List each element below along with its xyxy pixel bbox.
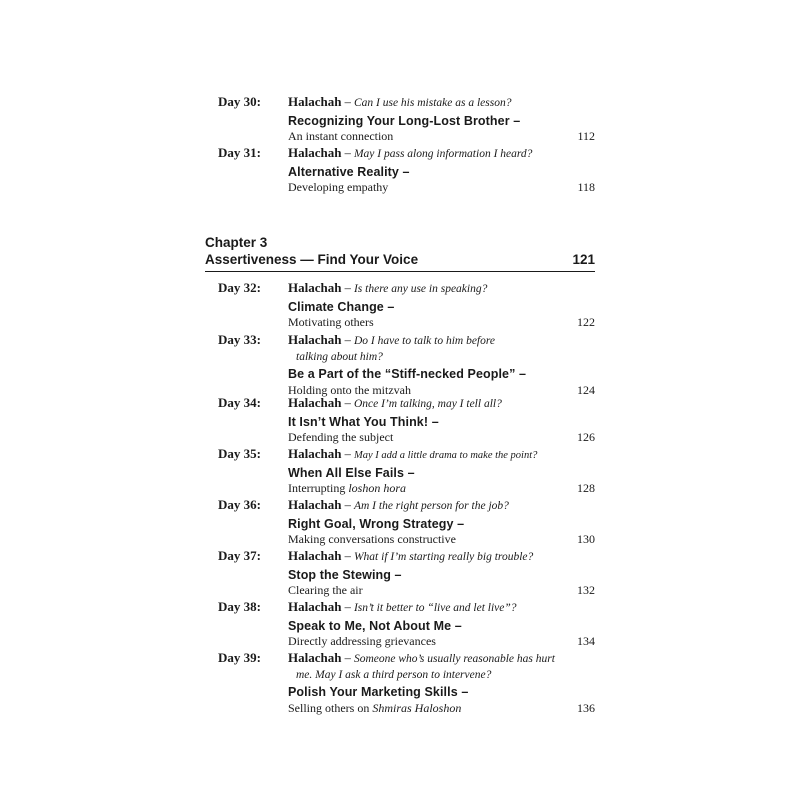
halachah-label: Halachah xyxy=(288,599,342,614)
halachah-line xyxy=(288,145,595,163)
halachah-question: Isn’t it better to “live and let live”? xyxy=(353,602,517,614)
day-label: Day 38: xyxy=(218,599,261,614)
halachah-dash: – xyxy=(341,396,354,410)
halachah-dash: – xyxy=(341,549,354,563)
page-number: 126 xyxy=(577,430,595,444)
entry-body xyxy=(288,145,595,196)
halachah-label: Halachah xyxy=(288,548,342,563)
page-number: 132 xyxy=(577,583,595,597)
halachah-question: Am I the right person for the job? xyxy=(353,500,509,512)
day-label: Day 33: xyxy=(218,332,261,347)
halachah-question: Is there any use in speaking? xyxy=(353,283,488,295)
entry-title: Right Goal, Wrong Strategy – xyxy=(288,516,465,531)
day-label: Day 36: xyxy=(218,497,261,512)
page-number: 130 xyxy=(577,532,595,546)
halachah-label: Halachah xyxy=(288,446,342,461)
entry-subtitle-row xyxy=(288,701,595,717)
entry-subtitle: An instant connection xyxy=(288,129,394,143)
entry-title: Be a Part of the “Stiff-necked People” – xyxy=(288,367,527,381)
entry-subtitle-row xyxy=(288,180,595,196)
halachah-label: Halachah xyxy=(288,332,342,347)
page-number: 112 xyxy=(577,129,595,143)
page-number: 136 xyxy=(577,700,595,715)
entry-title: Alternative Reality – xyxy=(288,164,410,179)
entry-subtitle: Selling others on xyxy=(288,700,373,715)
halachah-label: Halachah xyxy=(288,497,342,512)
entry-subtitle: Developing empathy xyxy=(288,180,389,194)
halachah-question: Do I have to talk to him before xyxy=(353,335,496,347)
halachah-label: Halachah xyxy=(288,94,342,109)
chapter-page-number: 121 xyxy=(572,252,595,267)
entry-subtitle-row xyxy=(288,583,595,599)
entry-body xyxy=(288,497,595,548)
entry-subtitle-row xyxy=(288,315,595,331)
entry-body xyxy=(288,395,595,446)
entry-subtitle: Making conversations constructive xyxy=(288,532,456,546)
chapter-title-row xyxy=(205,251,595,272)
halachah-label: Halachah xyxy=(288,395,342,410)
entry-body xyxy=(288,650,595,716)
halachah-dash: – xyxy=(341,651,354,665)
day-label: Day 34: xyxy=(218,395,261,410)
entry-subtitle: Directly addressing grievances xyxy=(288,634,436,648)
halachah-line xyxy=(288,446,595,464)
entry-body xyxy=(288,446,595,497)
entry-body xyxy=(288,332,595,398)
halachah-line xyxy=(288,395,595,413)
page-number: 122 xyxy=(577,315,595,329)
halachah-dash: – xyxy=(341,447,354,461)
entry-subtitle-row xyxy=(288,430,595,446)
entry-title: Stop the Stewing – xyxy=(288,567,402,582)
entry-subtitle-italic: loshon hora xyxy=(348,481,407,495)
halachah-question: Can I use his mistake as a lesson? xyxy=(353,97,512,109)
day-label: Day 39: xyxy=(218,650,261,665)
halachah-dash: – xyxy=(341,146,354,160)
halachah-question-continued: talking about him? xyxy=(296,350,383,363)
chapter-heading xyxy=(205,234,595,272)
entry-subtitle-italic: Shmiras Haloshon xyxy=(372,700,462,715)
halachah-label: Halachah xyxy=(288,145,342,160)
entry-title: Recognizing Your Long-Lost Brother – xyxy=(288,113,521,128)
halachah-dash: – xyxy=(341,281,354,295)
day-label: Day 37: xyxy=(218,548,261,563)
page-number: 128 xyxy=(577,481,595,495)
halachah-line xyxy=(288,332,595,350)
entry-body xyxy=(288,280,595,331)
entry-subtitle-row xyxy=(288,129,595,145)
day-label: Day 35: xyxy=(218,446,261,461)
entry-subtitle: Defending the subject xyxy=(288,430,394,444)
entry-subtitle: Motivating others xyxy=(288,315,374,329)
halachah-dash: – xyxy=(341,333,354,347)
halachah-line xyxy=(288,280,595,298)
halachah-line xyxy=(288,599,595,617)
halachah-question: May I pass along information I heard? xyxy=(353,148,533,160)
entry-subtitle-row xyxy=(288,481,595,497)
halachah-question: Someone who’s usually reasonable has hurt xyxy=(353,653,555,665)
entry-subtitle-row xyxy=(288,532,595,548)
halachah-line xyxy=(288,548,595,566)
halachah-question: Once I’m talking, may I tell all? xyxy=(353,398,502,410)
halachah-dash: – xyxy=(341,498,354,512)
chapter-title: Assertiveness — Find Your Voice xyxy=(205,252,419,267)
halachah-question-continued: me. May I ask a third person to intervene? xyxy=(296,668,492,681)
entry-body xyxy=(288,548,595,599)
entry-body xyxy=(288,94,595,145)
page-number: 124 xyxy=(577,382,595,397)
halachah-question: May I add a little drama to make the point? xyxy=(353,450,538,461)
entry-title: When All Else Fails – xyxy=(288,465,415,480)
entry-title: It Isn’t What You Think! – xyxy=(288,414,439,429)
entry-subtitle: Interrupting xyxy=(288,481,349,495)
halachah-dash: – xyxy=(341,600,354,614)
entry-subtitle: Holding onto the mitzvah xyxy=(288,382,411,397)
entry-subtitle: Clearing the air xyxy=(288,583,363,597)
day-label: Day 31: xyxy=(218,145,261,160)
entry-subtitle-row xyxy=(288,634,595,650)
halachah-label: Halachah xyxy=(288,280,342,295)
day-label: Day 32: xyxy=(218,280,261,295)
entry-title: Climate Change – xyxy=(288,299,395,314)
entry-body xyxy=(288,599,595,650)
entry-title: Speak to Me, Not About Me – xyxy=(288,618,462,633)
halachah-line xyxy=(288,497,595,515)
halachah-line xyxy=(288,94,595,112)
page-number: 118 xyxy=(577,180,595,194)
halachah-label: Halachah xyxy=(288,650,342,665)
halachah-line xyxy=(288,650,595,668)
chapter-number: Chapter 3 xyxy=(205,235,268,250)
halachah-question: What if I’m starting really big trouble? xyxy=(353,551,534,563)
halachah-dash: – xyxy=(341,95,354,109)
day-label: Day 30: xyxy=(218,94,261,109)
entry-title: Polish Your Marketing Skills – xyxy=(288,685,469,699)
page-number: 134 xyxy=(577,634,595,648)
